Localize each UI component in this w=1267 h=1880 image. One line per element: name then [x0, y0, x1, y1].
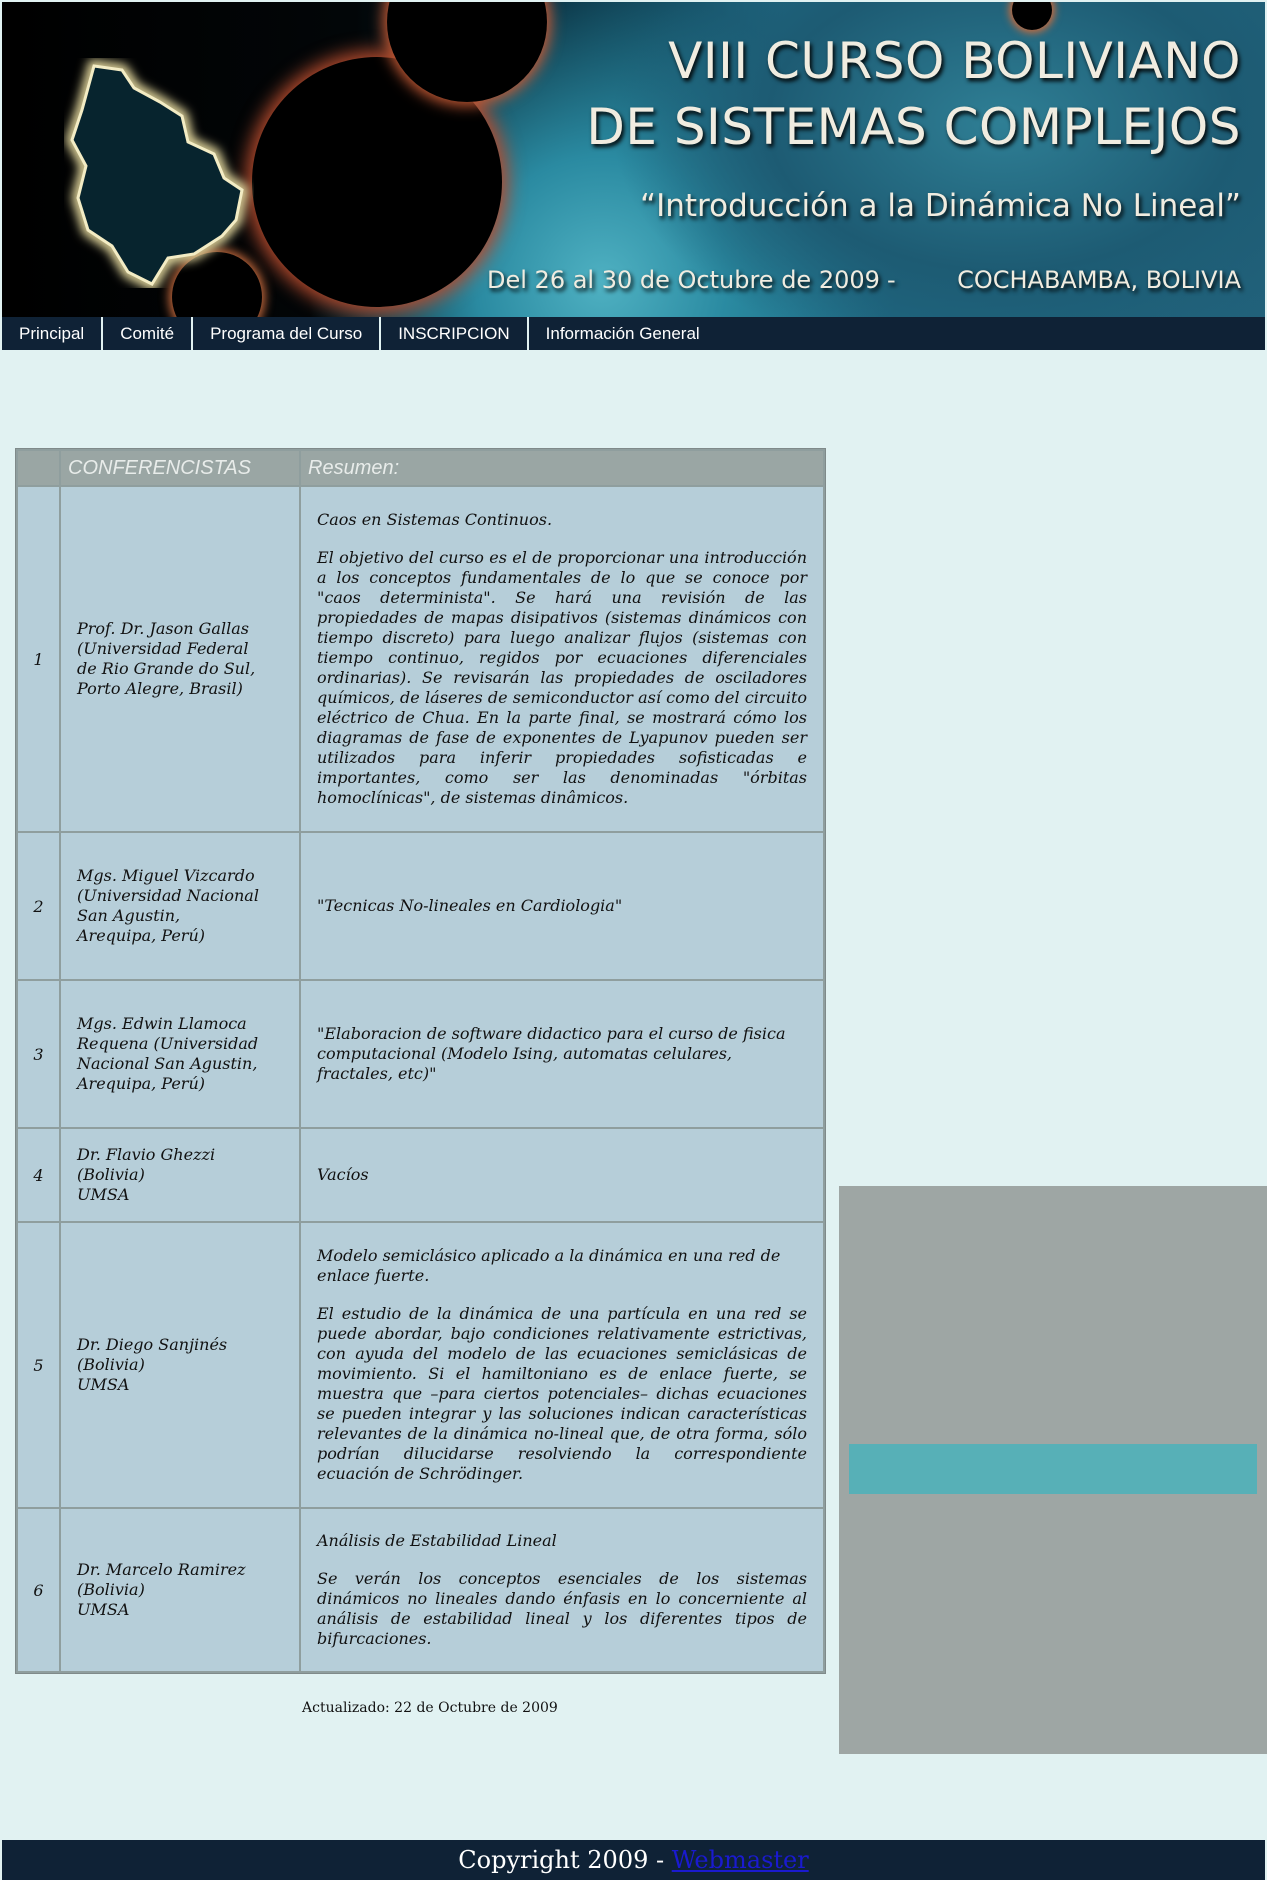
speaker-line: Porto Alegre, Brasil)	[77, 679, 243, 698]
speaker-line: Dr. Flavio Ghezzi	[77, 1145, 216, 1164]
speaker-name	[61, 1129, 299, 1221]
webmaster-link[interactable]: Webmaster	[671, 1846, 809, 1874]
speaker-line: Mgs. Miguel Vizcardo	[77, 866, 255, 885]
summary-cell	[301, 833, 823, 979]
side-panel-bar	[849, 1444, 1257, 1494]
row-number: 5	[18, 1223, 59, 1507]
row-number: 3	[18, 981, 59, 1127]
last-updated: Actualizado: 22 de Octubre de 2009	[302, 1700, 558, 1716]
banner-title-line-1: VIII CURSO BOLIVIANO	[668, 32, 1241, 90]
table-row	[18, 1223, 823, 1507]
header-summary: Resumen:	[301, 451, 823, 485]
banner-title-line-2: DE SISTEMAS COMPLEJOS	[586, 98, 1241, 156]
table-row	[18, 1129, 823, 1221]
banner-place: COCHABAMBA, BOLIVIA	[957, 266, 1241, 294]
nav-comite[interactable]: Comité	[103, 317, 193, 350]
nav-programa-del-curso[interactable]: Programa del Curso	[193, 317, 381, 350]
row-number: 6	[18, 1509, 59, 1671]
speaker-line: San Agustin,	[77, 906, 181, 925]
speaker-line: Requena (Universidad	[77, 1034, 259, 1053]
header-banner	[2, 2, 1265, 317]
table-row	[18, 833, 823, 979]
speaker-line: Mgs. Edwin Llamoca	[77, 1014, 247, 1033]
summary-title: Análisis de Estabilidad Lineal	[317, 1531, 557, 1550]
summary-title: Vacíos	[317, 1165, 369, 1184]
speaker-line: de Rio Grande do Sul,	[77, 659, 256, 678]
speaker-line: UMSA	[77, 1185, 130, 1204]
row-number: 2	[18, 833, 59, 979]
speaker-line: Arequipa, Perú)	[77, 1074, 205, 1093]
copyright-text: Copyright 2009 -	[458, 1846, 672, 1874]
header-number-cell	[18, 451, 59, 485]
speaker-line: Nacional San Agustin,	[77, 1054, 258, 1073]
speaker-line: (Bolivia)	[77, 1580, 145, 1599]
summary-cell	[301, 487, 823, 831]
summary-title: "Elaboracion de software didactico para el curso de fisica computacional (Modelo Ising, automatas celulares, fractales, etc)"	[317, 1024, 786, 1083]
speakers-table	[15, 448, 826, 1674]
speaker-line: (Bolivia)	[77, 1165, 145, 1184]
nav-inscripcion[interactable]: INSCRIPCION	[381, 317, 528, 350]
table-row	[18, 487, 823, 831]
footer	[2, 1840, 1265, 1880]
summary-body: Se verán los conceptos esenciales de los sistemas dinámicos no lineales dando énfasis en lo concerniente al análisis de estabilidad lineal y los diferentes tipos de bifurcaciones.	[317, 1569, 807, 1648]
speaker-line: Prof. Dr. Jason Gallas	[77, 619, 249, 638]
speaker-line: UMSA	[77, 1375, 130, 1394]
summary-title: "Tecnicas No-lineales en Cardiologia"	[317, 896, 623, 915]
table-row	[18, 981, 823, 1127]
bolivia-map-icon	[64, 58, 254, 288]
table-header-row	[18, 451, 823, 485]
speaker-line: UMSA	[77, 1600, 130, 1619]
row-number: 1	[18, 487, 59, 831]
speaker-name	[61, 1509, 299, 1671]
summary-body: El estudio de la dinámica de una partícula en una red se puede abordar, bajo condiciones relativamente estrictivas, con ayuda del modelo de las ecuaciones semiclásicas de movimiento. Si el hamiltoniano es de enlace fuerte, se muestra que –para ciertos potenciales– dichas ecuaciones se pueden integrar y las soluciones indican características relevantes de la dinámica no-lineal que, de otra forma, sólo podrían dilucidarse resolviendo la correspondiente ecuación de Schrödinger.	[317, 1304, 807, 1483]
speaker-line: (Universidad Federal	[77, 639, 249, 658]
speaker-name	[61, 833, 299, 979]
summary-cell	[301, 1129, 823, 1221]
speaker-line: Dr. Marcelo Ramirez	[77, 1560, 246, 1579]
row-number: 4	[18, 1129, 59, 1221]
speaker-line: Dr. Diego Sanjinés	[77, 1335, 228, 1354]
speaker-line: Arequipa, Perú)	[77, 926, 205, 945]
banner-dates: Del 26 al 30 de Octubre de 2009	[487, 266, 880, 294]
header-speakers: CONFERENCISTAS	[61, 451, 299, 485]
fractal-decoration	[1012, 2, 1052, 30]
banner-subtitle: “Introducción a la Dinámica No Lineal”	[640, 188, 1241, 224]
speaker-name	[61, 487, 299, 831]
nav-informacion-general[interactable]: Información General	[545, 324, 700, 343]
speaker-line: (Bolivia)	[77, 1355, 145, 1374]
summary-cell	[301, 1223, 823, 1507]
summary-title: Modelo semiclásico aplicado a la dinámica en una red de enlace fuerte.	[317, 1246, 781, 1285]
summary-cell	[301, 1509, 823, 1671]
summary-body: El objetivo del curso es el de proporcionar una introducción a los conceptos fundamentales de lo que se conoce por "caos determinista". Se hará una revisión de las propiedades de mapas disipativos (sistemas dinámicos con tiempo discreto) para luego analizar flujos (sistemas con tiempo continuo, regidos por ecuaciones diferenciales ordinarias). Se revisarán las propiedades de osciladores químicos, de láseres de semiconductor así como del circuito eléctrico de Chua. En la parte final, se mostrará cómo los diagramas de fase de exponentes de Lyapunov pueden ser utilizados para inferir propiedades sofisticadas e importantes, como ser las denominadas "órbitas homoclínicas", de sistemas dinâmicos.	[317, 548, 807, 807]
banner-separator: -	[887, 266, 896, 294]
speaker-line: (Universidad Nacional	[77, 886, 259, 905]
summary-title: Caos en Sistemas Continuos.	[317, 510, 553, 529]
side-panel	[839, 1186, 1267, 1754]
summary-cell	[301, 981, 823, 1127]
main-navigation	[2, 317, 1265, 350]
nav-principal[interactable]: Principal	[2, 317, 103, 350]
speaker-name	[61, 981, 299, 1127]
table-row	[18, 1509, 823, 1671]
speaker-name	[61, 1223, 299, 1507]
